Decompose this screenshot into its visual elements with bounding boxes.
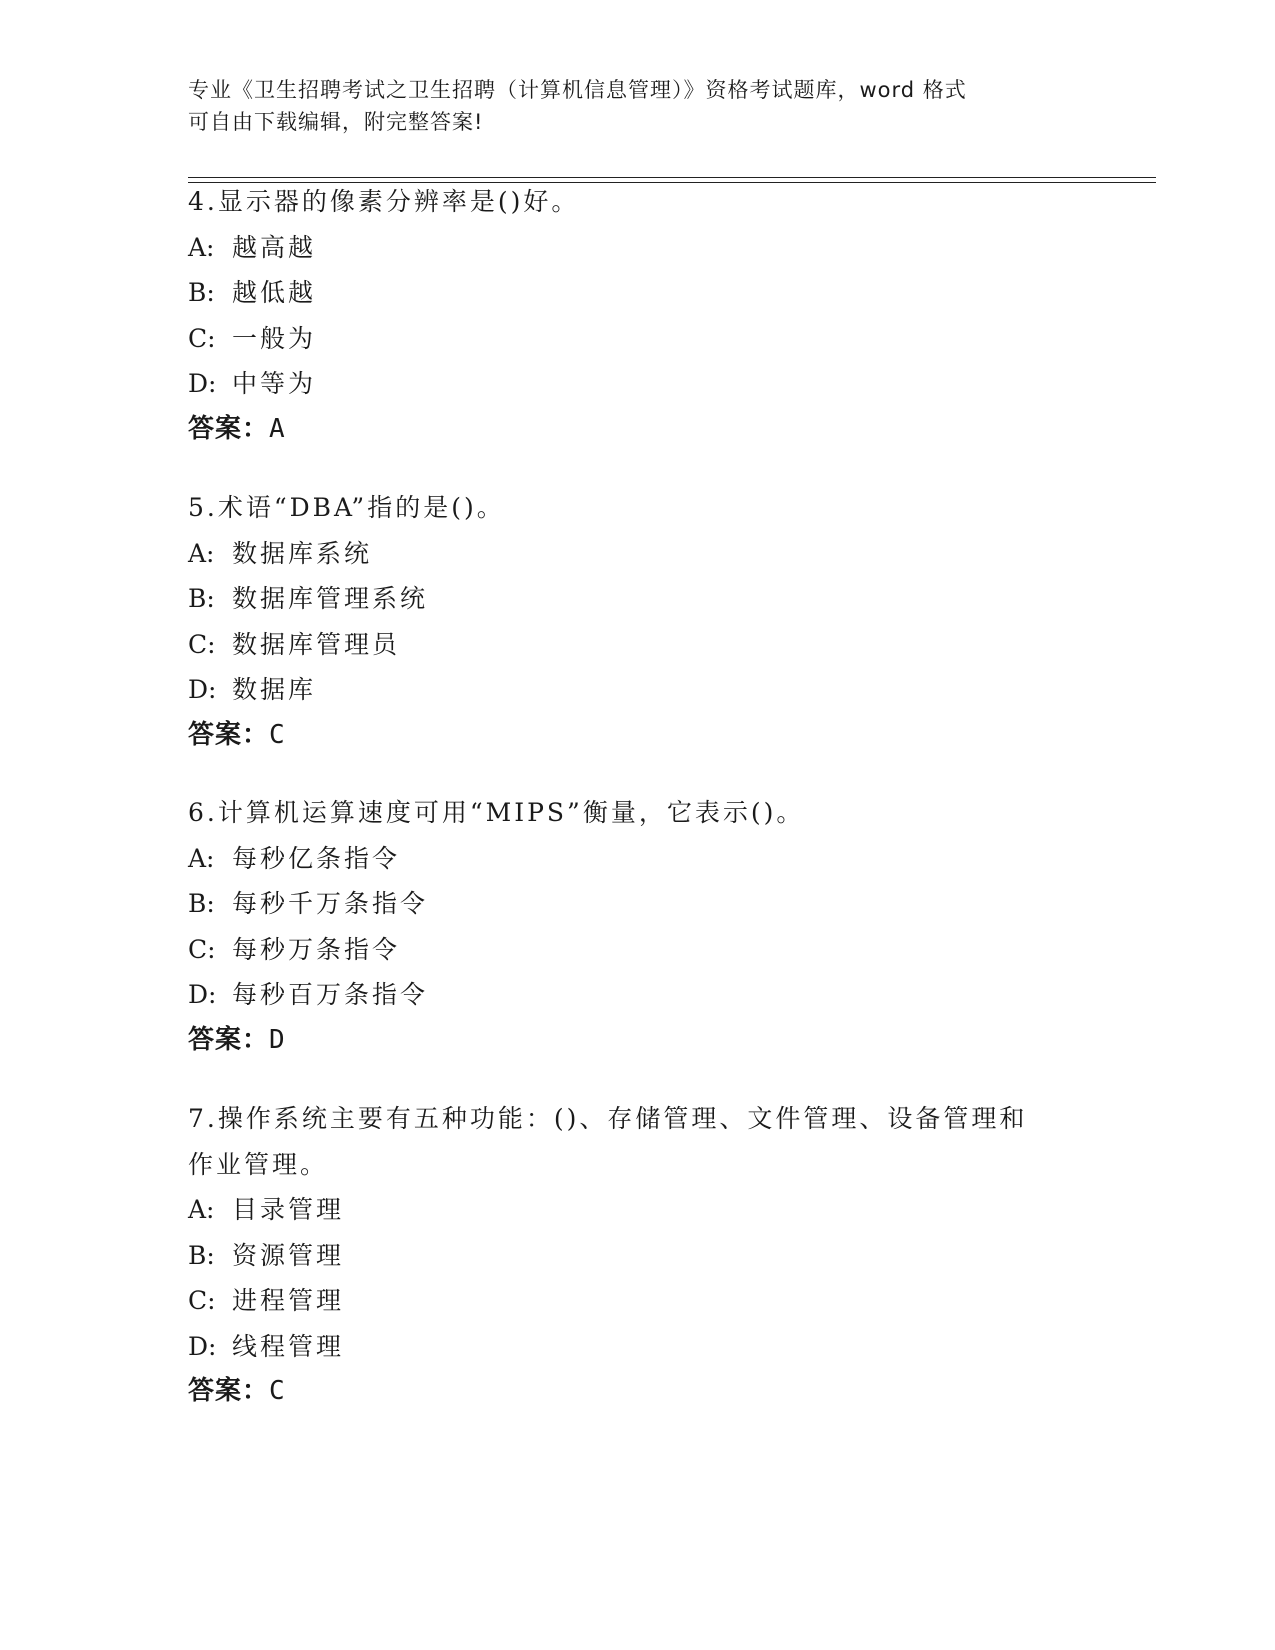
option-a xyxy=(188,225,1088,271)
header-line-2: 可自由下载编辑，附完整答案! xyxy=(188,110,484,134)
option-letter: A: xyxy=(188,538,215,568)
option-b xyxy=(188,1233,1088,1279)
answer-value: C xyxy=(269,1376,286,1406)
option-text: 数据库系统 xyxy=(232,538,373,568)
option-text: 线程管理 xyxy=(232,1331,345,1361)
option-c xyxy=(188,927,1088,973)
option-letter: D: xyxy=(188,675,217,704)
option-text: 一般为 xyxy=(232,323,317,353)
answer-label: 答案： xyxy=(188,413,270,444)
answer xyxy=(188,1369,1088,1415)
question-4 xyxy=(188,179,1088,452)
option-c xyxy=(188,316,1088,362)
header-line-1: 专业《卫生招聘考试之卫生招聘（计算机信息管理）》资格考试题库，word 格式 xyxy=(188,78,967,102)
option-c xyxy=(188,1278,1088,1324)
option-letter: D: xyxy=(188,1331,217,1361)
question-text: 6.计算机运算速度可用“MIPS”衡量，它表示()。 xyxy=(188,798,805,827)
question-7 xyxy=(188,1096,1088,1415)
option-b xyxy=(188,881,1088,927)
option-c xyxy=(188,622,1088,668)
answer xyxy=(188,713,1088,759)
option-d xyxy=(188,972,1088,1018)
answer xyxy=(188,407,1088,453)
option-letter: C: xyxy=(188,1286,216,1315)
option-text: 每秒千万条指令 xyxy=(232,889,429,918)
option-letter: B: xyxy=(188,584,215,613)
option-letter: B: xyxy=(188,1240,215,1270)
header-divider-top xyxy=(188,177,1156,178)
option-text: 目录管理 xyxy=(232,1195,345,1224)
question-text: 7.操作系统主要有五种功能：()、存储管理、文件管理、设备管理和 xyxy=(188,1104,1028,1133)
option-a xyxy=(188,1187,1088,1233)
option-letter: A: xyxy=(188,232,215,262)
option-letter: A: xyxy=(188,1195,215,1224)
option-letter: D: xyxy=(188,980,217,1009)
option-d xyxy=(188,361,1088,407)
option-text: 越低越 xyxy=(232,278,317,307)
answer-value: C xyxy=(269,719,286,750)
option-text: 数据库管理员 xyxy=(232,629,401,659)
option-text: 中等为 xyxy=(232,369,317,398)
option-a xyxy=(188,836,1088,882)
option-text: 资源管理 xyxy=(232,1240,345,1270)
option-b xyxy=(188,270,1088,316)
document-header xyxy=(188,74,1068,138)
question-5 xyxy=(188,485,1088,758)
option-letter: D: xyxy=(188,369,217,398)
option-d xyxy=(188,1324,1088,1370)
answer xyxy=(188,1018,1088,1064)
question-6 xyxy=(188,790,1088,1063)
option-d xyxy=(188,667,1088,713)
option-letter: B: xyxy=(188,889,215,918)
answer-value: A xyxy=(269,413,286,444)
option-letter: A: xyxy=(188,843,215,873)
option-a xyxy=(188,531,1088,577)
question-text-continued: 作业管理。 xyxy=(188,1149,329,1179)
question-text: 4.显示器的像素分辨率是()好。 xyxy=(188,187,580,216)
option-b xyxy=(188,576,1088,622)
option-text: 每秒百万条指令 xyxy=(232,980,429,1009)
option-letter: C: xyxy=(188,629,216,659)
answer-value: D xyxy=(269,1024,286,1055)
option-letter: C: xyxy=(188,323,216,353)
option-text: 数据库管理系统 xyxy=(232,584,429,613)
answer-label: 答案： xyxy=(188,719,270,750)
answer-label: 答案： xyxy=(188,1024,270,1055)
option-letter: C: xyxy=(188,934,216,964)
answer-label: 答案： xyxy=(188,1376,270,1406)
option-text: 进程管理 xyxy=(232,1286,345,1315)
option-letter: B: xyxy=(188,278,215,307)
option-text: 每秒万条指令 xyxy=(232,934,401,964)
option-text: 越高越 xyxy=(232,232,317,262)
question-text: 5.术语“DBA”指的是()。 xyxy=(188,493,505,522)
option-text: 每秒亿条指令 xyxy=(232,843,401,873)
option-text: 数据库 xyxy=(232,675,317,704)
